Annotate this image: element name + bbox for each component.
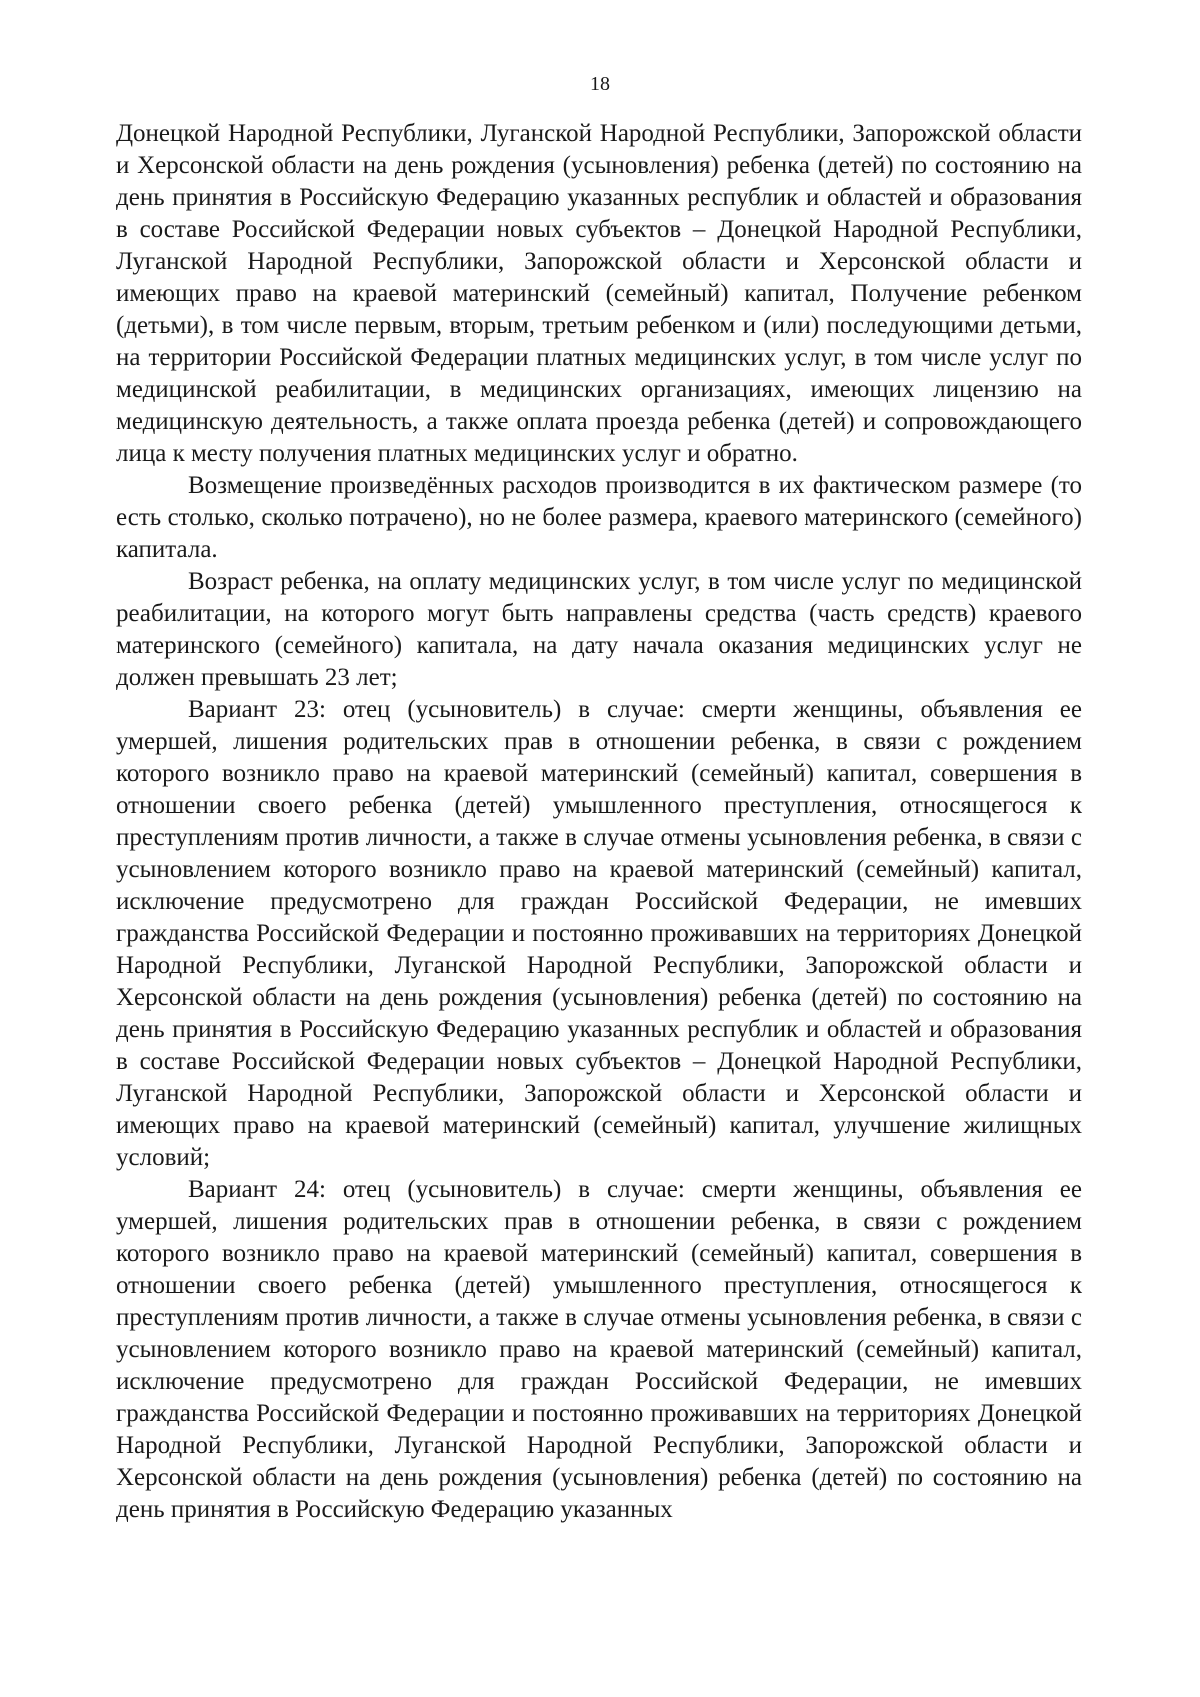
document-body xyxy=(116,118,1082,1526)
paragraph-variant-24: Вариант 24: отец (усыновитель) в случае: смерти женщины, объявления ее умершей, лишения родительских прав в отношении ребенка, в связи с рождением которого возникло право на краевой материнский (семейный) капитал, совершения в отношении своего ребенка (детей) умышленного преступления, относящегося к преступлениям против личности, а также в случае отмены усыновления ребенка, в связи с усыновлением которого возникло право на краевой материнский (семейный) капитал, исключение предусмотрено для граждан Российской Федерации, не имевших гражданства Российской Федерации и постоянно проживавших на территориях Донецкой Народной Республики, Луганской Народной Республики, Запорожской области и Херсонской области на день рождения (усыновления) ребенка (детей) по состоянию на день принятия в Российскую Федерацию указанных xyxy=(116,1176,1082,1523)
paragraph-1: Донецкой Народной Республики, Луганской Народной Республики, Запорожской области и Херсонской области на день рождения (усыновления) ребенка (детей) по состоянию на день принятия в Российскую Федерацию указанных республик и областей и образования в составе Российской Федерации новых субъектов – Донецкой Народной Республики, Луганской Народной Республики, Запорожской области и Херсонской области и имеющих право на краевой материнский (семейный) капитал, Получение ребенком (детьми), в том числе первым, вторым, третьим ребенком и (или) последующими детьми, на территории Российской Федерации платных медицинских услуг, в том числе услуг по медицинской реабилитации, в медицинских организациях, имеющих лицензию на медицинскую деятельность, а также оплата проезда ребенка (детей) и сопровождающего лица к месту получения платных медицинских услуг и обратно. xyxy=(116,120,1082,467)
paragraph-variant-23: Вариант 23: отец (усыновитель) в случае: смерти женщины, объявления ее умершей, лишения родительских прав в отношении ребенка, в связи с рождением которого возникло право на краевой материнский (семейный) капитал, совершения в отношении своего ребенка (детей) умышленного преступления, относящегося к преступлениям против личности, а также в случае отмены усыновления ребенка, в связи с усыновлением которого возникло право на краевой материнский (семейный) капитал, исключение предусмотрено для граждан Российской Федерации, не имевших гражданства Российской Федерации и постоянно проживавших на территориях Донецкой Народной Республики, Луганской Народной Республики, Запорожской области и Херсонской области на день рождения (усыновления) ребенка (детей) по состоянию на день принятия в Российскую Федерацию указанных республик и областей и образования в составе Российской Федерации новых субъектов – Донецкой Народной Республики, Луганской Народной Республики, Запорожской области и Херсонской области и имеющих право на краевой материнский (семейный) капитал, улучшение жилищных условий; xyxy=(116,696,1082,1171)
paragraph-2: Возмещение произведённых расходов производится в их фактическом размере (то есть столько, сколько потрачено), но не более размера, краевого материнского (семейного) капитала. xyxy=(116,472,1082,563)
page-number: 18 xyxy=(590,73,610,95)
paragraph-3: Возраст ребенка, на оплату медицинских услуг, в том числе услуг по медицинской реабилитации, на которого могут быть направлены средства (часть средств) краевого материнского (семейного) капитала, на дату начала оказания медицинских услуг не должен превышать 23 лет; xyxy=(116,568,1082,691)
